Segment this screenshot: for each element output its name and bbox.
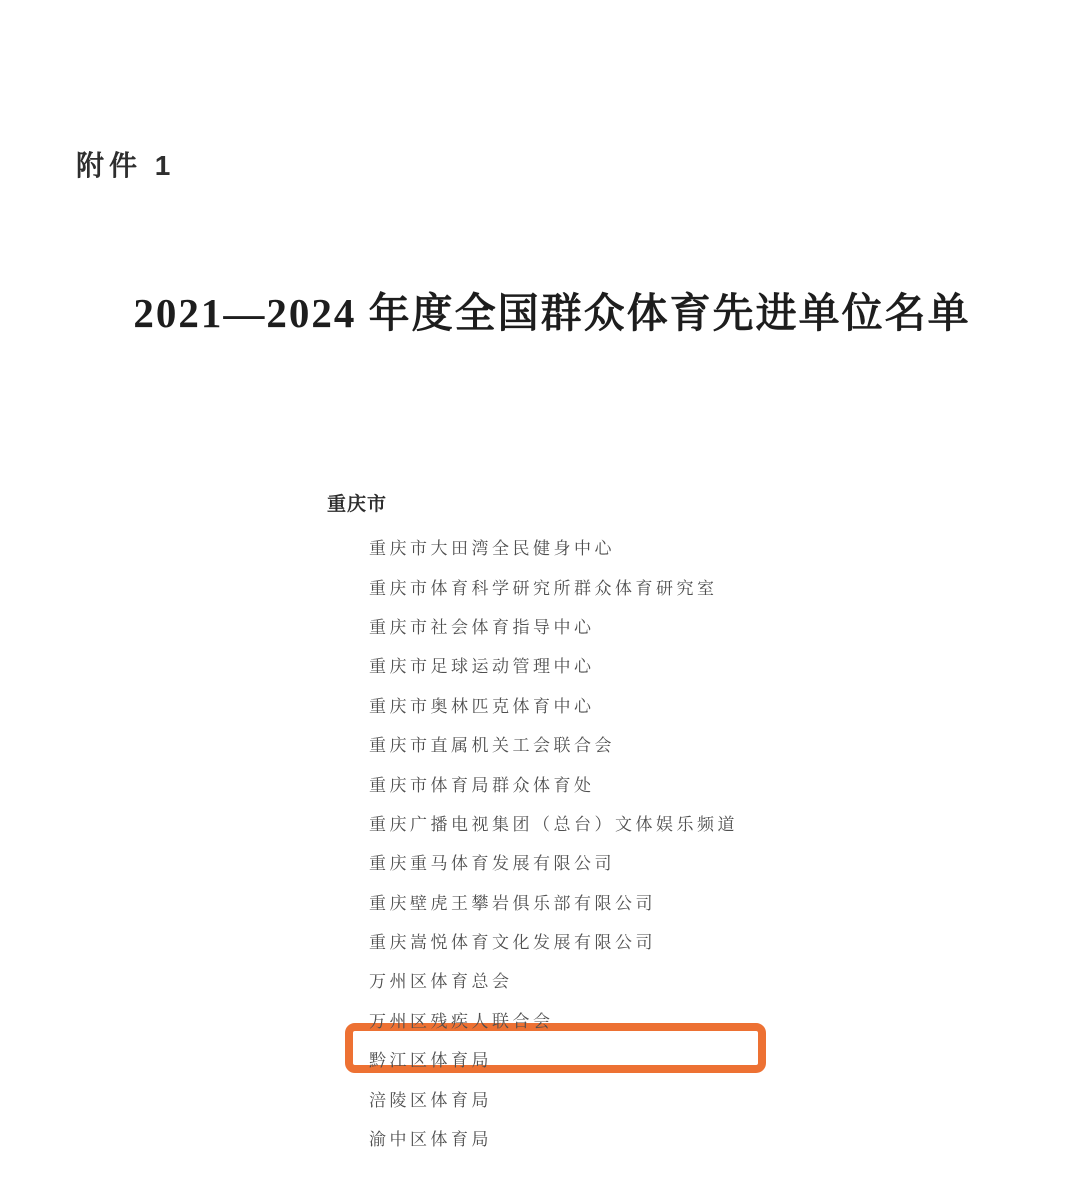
unit-name: 重庆市直属机关工会联合会 xyxy=(369,736,615,756)
unit-list xyxy=(369,527,738,1157)
unit-name: 涪陵区体育局 xyxy=(369,1090,492,1110)
list-item xyxy=(369,685,738,724)
list-item xyxy=(369,527,738,566)
list-item xyxy=(369,921,738,960)
attachment-label: 附件 1 xyxy=(76,150,176,181)
list-item xyxy=(369,960,738,999)
unit-name: 重庆嵩悦体育文化发展有限公司 xyxy=(369,933,656,953)
list-item xyxy=(369,803,738,842)
unit-name: 万州区残疾人联合会 xyxy=(369,1011,554,1031)
unit-name: 重庆市大田湾全民健身中心 xyxy=(369,539,615,559)
list-item xyxy=(369,842,738,881)
unit-name: 渝中区体育局 xyxy=(369,1130,492,1150)
list-item xyxy=(369,606,738,645)
unit-name: 重庆壁虎王攀岩俱乐部有限公司 xyxy=(369,893,656,913)
unit-name: 重庆市体育局群众体育处 xyxy=(369,775,595,795)
unit-name: 重庆广播电视集团（总台）文体娱乐频道 xyxy=(369,814,738,834)
list-item xyxy=(369,566,738,605)
region-header: 重庆市 xyxy=(327,494,388,515)
unit-name: 重庆市体育科学研究所群众体育研究室 xyxy=(369,578,718,598)
list-item xyxy=(369,1118,738,1157)
list-item xyxy=(369,645,738,684)
list-item xyxy=(369,724,738,763)
unit-name: 黔江区体育局 xyxy=(369,1051,492,1071)
unit-name: 重庆市足球运动管理中心 xyxy=(369,657,595,677)
page-title: 2021—2024 年度全国群众体育先进单位名单 xyxy=(133,290,971,336)
unit-name: 重庆市奥林匹克体育中心 xyxy=(369,696,595,716)
list-item xyxy=(369,882,738,921)
list-item xyxy=(369,1039,738,1078)
list-item xyxy=(369,1078,738,1117)
list-item xyxy=(369,1000,738,1039)
unit-name: 重庆重马体育发展有限公司 xyxy=(369,854,615,874)
unit-name: 万州区体育总会 xyxy=(369,972,513,992)
list-item xyxy=(369,763,738,802)
unit-name: 重庆市社会体育指导中心 xyxy=(369,617,595,637)
